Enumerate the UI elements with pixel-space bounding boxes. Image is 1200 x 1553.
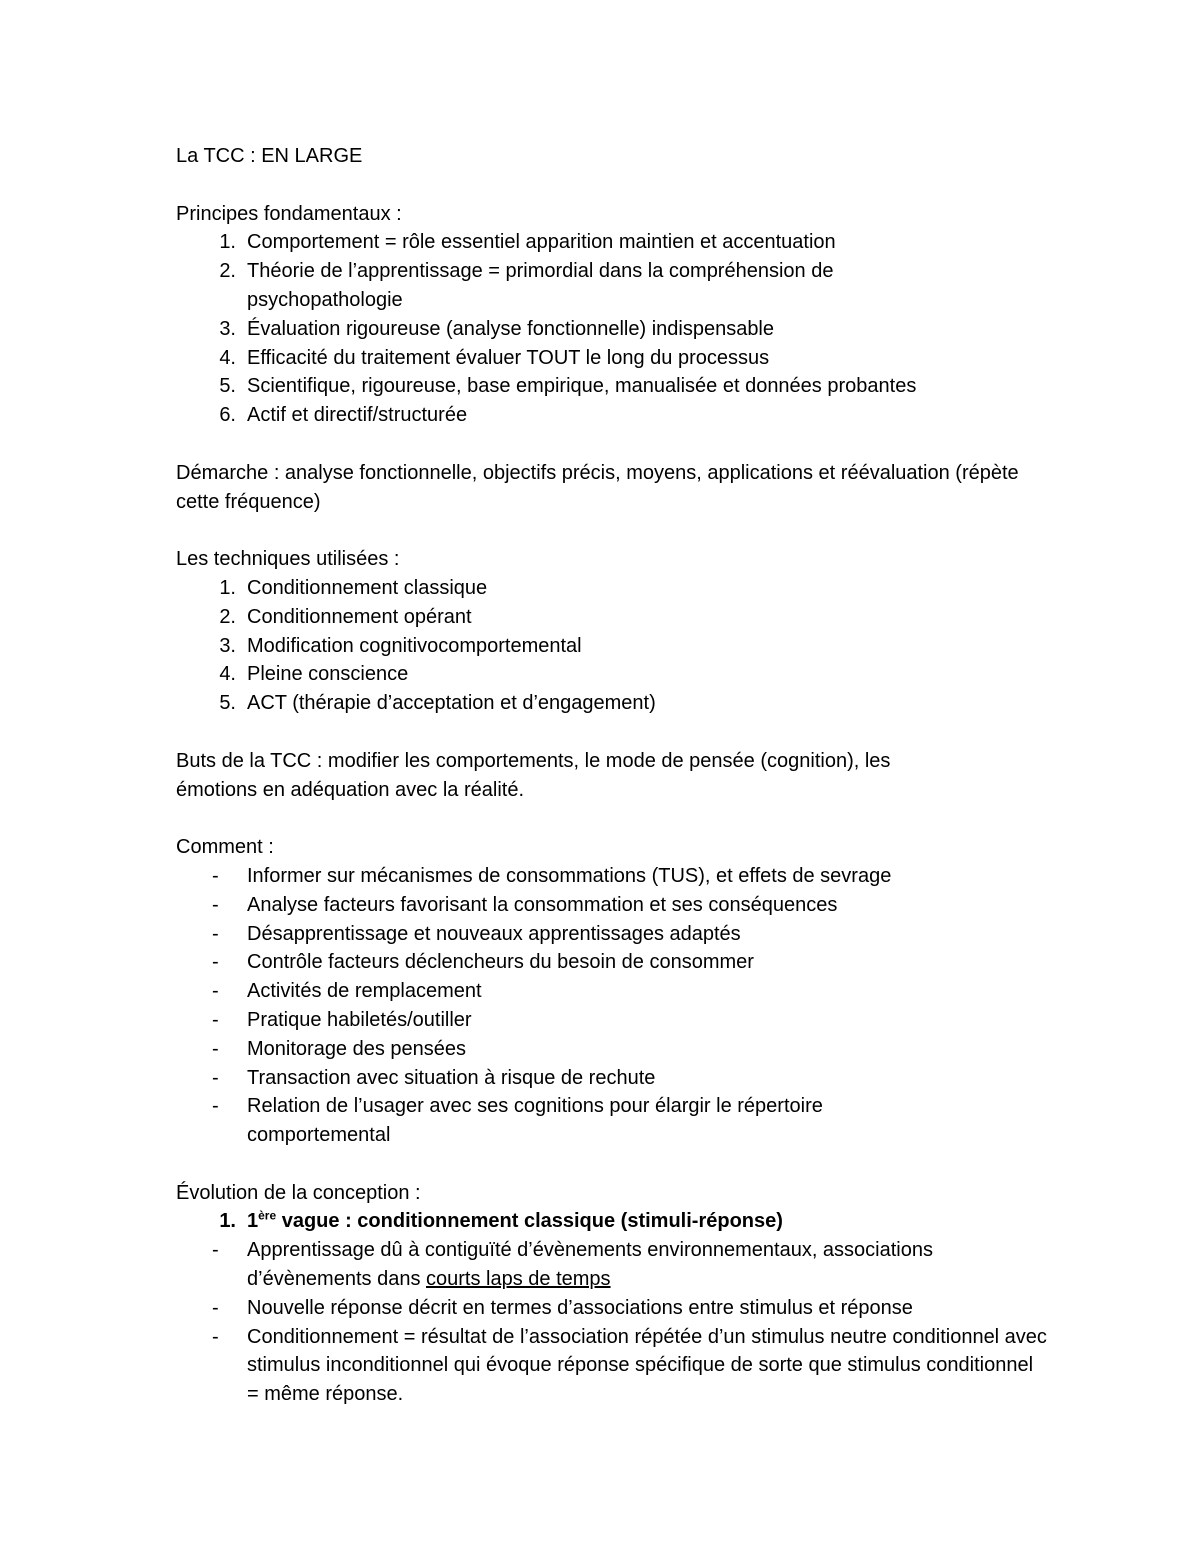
list-item: - Conditionnement = résultat de l’association répétée d’un stimulus neutre conditionnel avec stimulus inconditionnel qui évoque réponse spécifique de sorte que stimulus conditionnel = même réponse. bbox=[212, 1325, 1047, 1406]
techniques-list bbox=[176, 574, 1036, 718]
list-item: 2. Conditionnement opérant bbox=[219, 605, 472, 628]
list-item: - Contrôle facteurs déclencheurs du besoin de consommer bbox=[212, 951, 754, 974]
first-wave-item: 1. 1ère vague : conditionnement classique (stimuli-réponse) bbox=[219, 1208, 783, 1233]
list-item: - Monitorage des pensées bbox=[212, 1037, 467, 1060]
list-item: 2. Théorie de l’apprentissage = primordial dans la compréhension de psychopathologie bbox=[219, 260, 834, 311]
evolution-list bbox=[176, 1236, 1047, 1409]
list-item: 1. Comportement = rôle essentiel apparition maintien et accentuation bbox=[219, 231, 836, 254]
underlined-phrase: courts laps de temps bbox=[426, 1268, 611, 1291]
list-item: 6. Actif et directif/structurée bbox=[219, 404, 468, 427]
list-item: 1. Conditionnement classique bbox=[219, 576, 488, 599]
evolution-heading: Évolution de la conception : bbox=[176, 1181, 421, 1204]
document-title: La TCC : EN LARGE bbox=[176, 145, 363, 167]
list-item: - Informer sur mécanismes de consommations (TUS), et effets de sevrage bbox=[212, 864, 892, 887]
comment-heading: Comment : bbox=[176, 836, 274, 859]
list-item: 3. Modification cognitivocomportemental bbox=[219, 634, 582, 657]
principes-heading: Principes fondamentaux : bbox=[176, 202, 402, 225]
list-item: - Analyse facteurs favorisant la consommation et ses conséquences bbox=[212, 893, 838, 916]
list-item: - Nouvelle réponse décrit en termes d’associations entre stimulus et réponse bbox=[212, 1296, 913, 1319]
list-item: - Activités de remplacement bbox=[212, 980, 482, 1003]
comment-list bbox=[176, 862, 1036, 1150]
list-item: 5. Scientifique, rigoureuse, base empirique, manualisée et données probantes bbox=[219, 375, 917, 398]
list-item: - Pratique habiletés/outiller bbox=[212, 1008, 472, 1031]
demarche-paragraph: Démarche : analyse fonctionnelle, objectifs précis, moyens, applications et réévaluation (répète cette fréquence) bbox=[176, 461, 1019, 513]
list-item: 4. Efficacité du traitement évaluer TOUT le long du processus bbox=[219, 346, 770, 369]
techniques-heading: Les techniques utilisées : bbox=[176, 548, 400, 571]
list-item: 5. ACT (thérapie d’acceptation et d’engagement) bbox=[219, 692, 656, 715]
list-item: 3. Évaluation rigoureuse (analyse fonctionnelle) indispensable bbox=[219, 317, 775, 340]
buts-paragraph: Buts de la TCC : modifier les comportements, le mode de pensée (cognition), les émotions en adéquation avec la réalité. bbox=[176, 749, 891, 801]
list-item: 4. Pleine conscience bbox=[219, 663, 409, 686]
principes-list bbox=[176, 228, 1036, 430]
list-item: - Désapprentissage et nouveaux apprentissages adaptés bbox=[212, 922, 741, 945]
list-item: - Transaction avec situation à risque de rechute bbox=[212, 1066, 656, 1089]
list-item: - Apprentissage dû à contiguïté d’évènements environnementaux, associations d’évènements dans courts laps de temps bbox=[212, 1239, 933, 1291]
document-body bbox=[176, 142, 1047, 1409]
list-item: - Relation de l’usager avec ses cognitions pour élargir le répertoire comportemental bbox=[212, 1095, 823, 1147]
